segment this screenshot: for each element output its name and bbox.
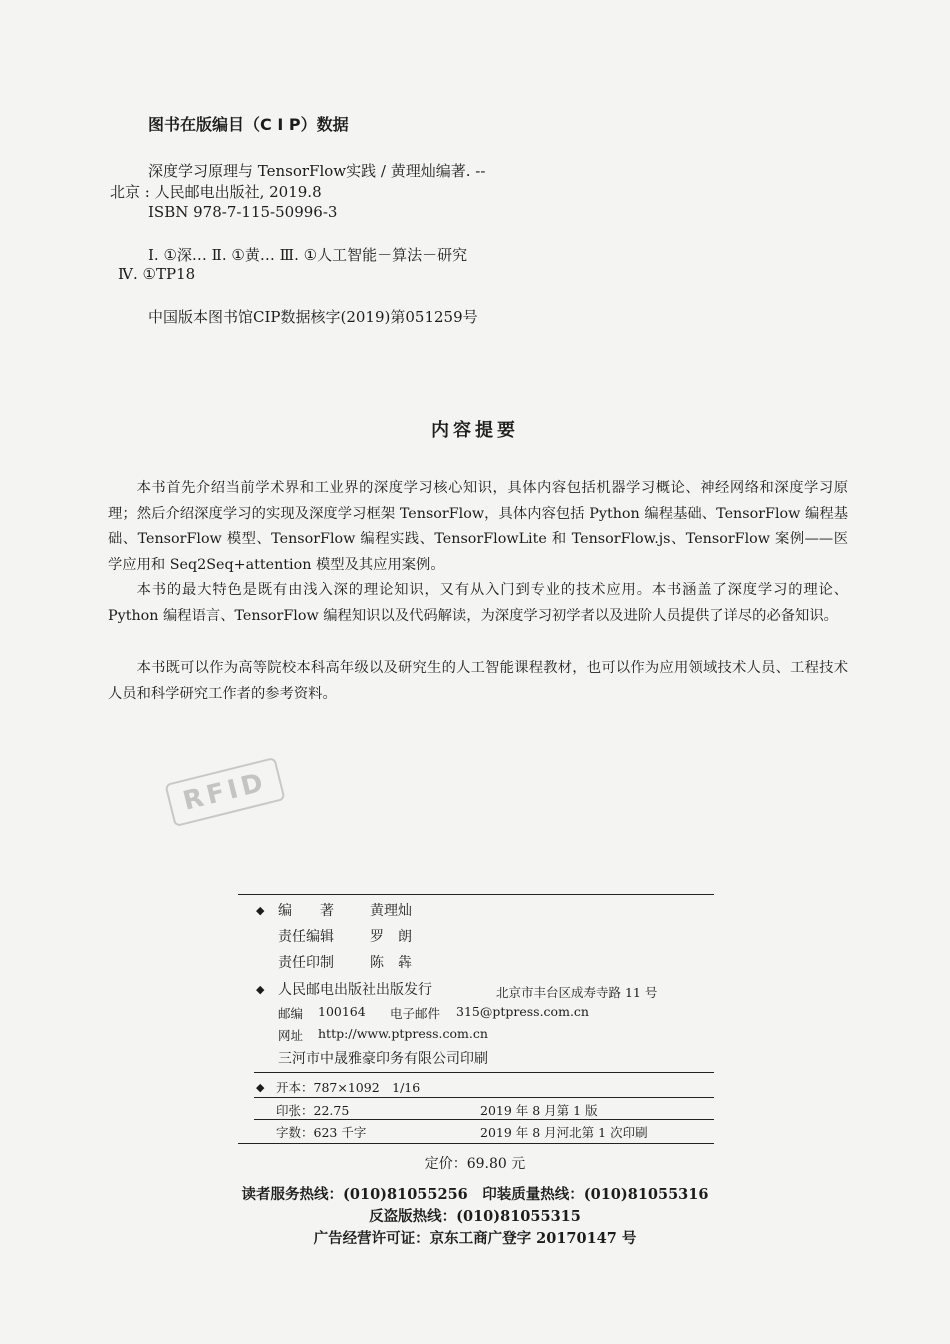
printing-value: 陈 犇 <box>370 955 412 971</box>
format-info: 开本：787×1092 1/16 <box>276 1080 421 1095</box>
words-info: 字数：623 千字 <box>276 1125 367 1140</box>
impression-info: 2019 年 8 月河北第 1 次印刷 <box>480 1125 648 1140</box>
email-value: 315@ptpress.com.cn <box>456 1004 589 1019</box>
cip-record-number: 中国版本图书馆CIP数据核字(2019)第051259号 <box>148 308 478 326</box>
reader-service-hotline: 读者服务热线：(010)81055256 印装质量热线：(010)81055316 <box>241 1186 709 1203</box>
cip-publisher-line: 北京 : 人民邮电出版社, 2019.8 <box>110 183 322 201</box>
web-label: 网址 <box>278 1028 304 1043</box>
price: 定价：69.80 元 <box>424 1156 526 1172</box>
imprint-top-rule <box>238 894 714 895</box>
bullet-diamond-icon: ◆ <box>256 1081 265 1094</box>
publisher-address: 北京市丰台区成寿寺路 11 号 <box>496 985 658 1000</box>
imprint-mid-rule <box>254 1072 714 1073</box>
cip-isbn: ISBN 978-7-115-50996-3 <box>148 203 338 221</box>
summary-paragraph-1: 本书首先介绍当前学术界和工业界的深度学习核心知识，具体内容包括机器学习概论、神经网络和深度学习原理；然后介绍深度学习的实现及深度学习框架 TensorFlow，具体内容包括 Python 编程基础、TensorFlow 编程基础、TensorFlow 模型、TensorFlow 编程实践、TensorFlowLite 和 TensorFlow.js、TensorFlow 案例——医学应用和 Seq2Seq+attention 模型及其应用案例。 <box>108 480 848 573</box>
summary-paragraph-2: 本书的最大特色是既有由浅入深的理论知识，又有从入门到专业的技术应用。本书涵盖了深度学习的理论、Python 编程语言、TensorFlow 编程知识以及代码解读，为深度学习初学者以及进阶人员提供了详尽的必备知识。 <box>108 582 848 624</box>
summary-title: 内容提要 <box>431 420 519 441</box>
postcode-value: 100164 <box>318 1004 366 1019</box>
cip-title: 图书在版编目（C I P）数据 <box>148 115 349 134</box>
editor-label: 责任编辑 <box>278 929 334 945</box>
imprint-bottom-rule <box>238 1143 714 1144</box>
bullet-diamond-icon: ◆ <box>256 983 265 996</box>
editor-value: 罗 朗 <box>370 929 412 945</box>
advertising-license: 广告经营许可证：京东工商广登字 20170147 号 <box>313 1230 637 1247</box>
summary-paragraph-3: 本书既可以作为高等院校本科高年级以及研究生的人工智能课程教材，也可以作为应用领域技术人员、工程技术人员和科学研究工作者的参考资料。 <box>108 660 848 702</box>
author-label: 编 著 <box>278 903 334 919</box>
postcode-label: 邮编 <box>278 1006 304 1021</box>
cip-classification-1: Ⅰ. ①深… Ⅱ. ①黄… Ⅲ. ①人工智能－算法－研究 <box>148 246 468 264</box>
imprint-rule-3 <box>254 1119 714 1120</box>
cip-book-title-line: 深度学习原理与 TensorFlow实践 / 黄理灿编著. -- <box>148 162 486 180</box>
cip-classification-2: Ⅳ. ①TP18 <box>118 265 196 283</box>
printer-name: 三河市中晟雅豪印务有限公司印刷 <box>278 1051 488 1067</box>
imprint-rule-2 <box>254 1097 714 1098</box>
author-value: 黄理灿 <box>370 903 412 919</box>
edition-info: 2019 年 8 月第 1 版 <box>480 1103 598 1118</box>
sheets-info: 印张：22.75 <box>276 1103 350 1118</box>
bullet-diamond-icon: ◆ <box>256 904 265 917</box>
rfid-stamp: RFID <box>164 757 285 827</box>
anti-piracy-hotline: 反盗版热线：(010)81055315 <box>369 1208 581 1225</box>
web-value: http://www.ptpress.com.cn <box>318 1026 488 1041</box>
printing-label: 责任印制 <box>278 955 334 971</box>
publisher-name: 人民邮电出版社出版发行 <box>278 982 432 998</box>
email-label: 电子邮件 <box>390 1006 441 1021</box>
